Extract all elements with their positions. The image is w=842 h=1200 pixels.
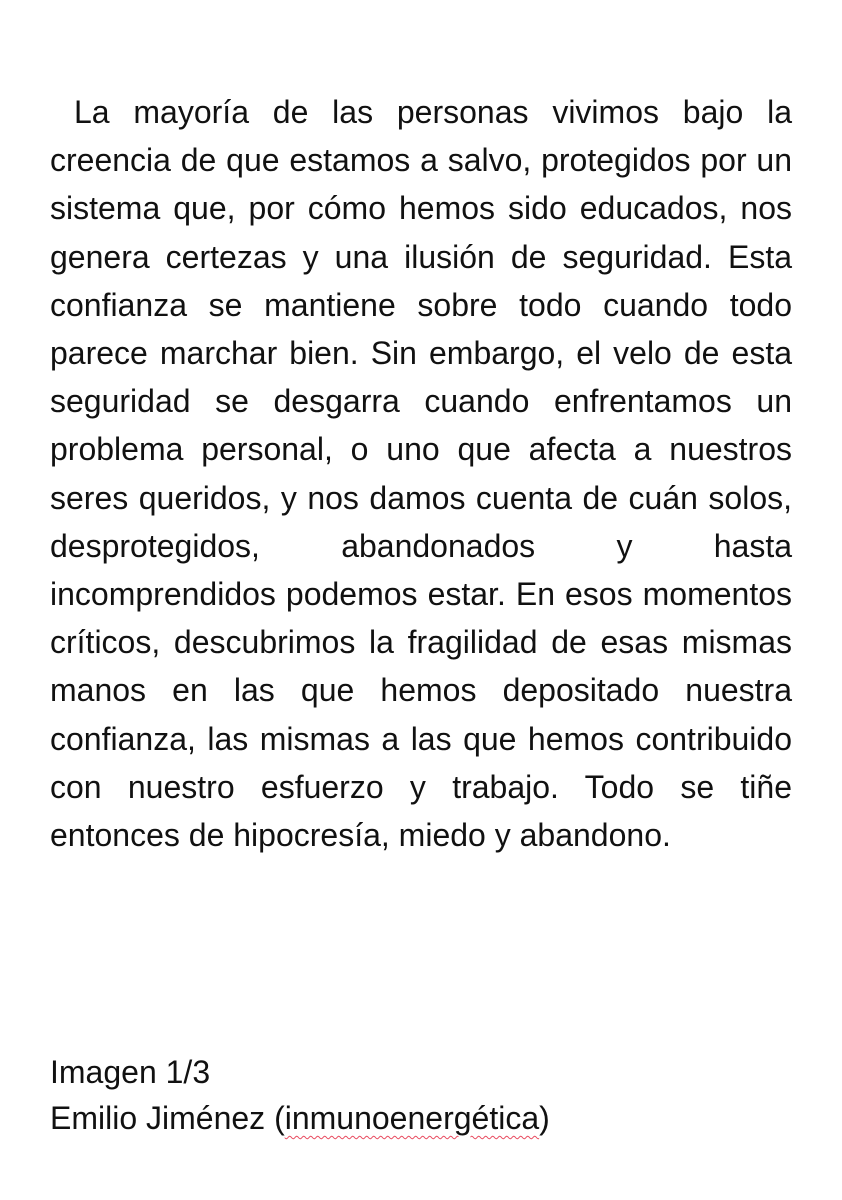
author-credit	[50, 1095, 792, 1141]
body-paragraph: La mayoría de las personas vivimos bajo la creencia de que estamos a salvo, protegidos por un sistema que, por cómo hemos sido educados, nos genera certezas y una ilusión de seguridad. Esta confianza se mantiene sobre todo cuando todo parece marchar bien. Sin embargo, el velo de esta seguridad se desgarra cuando enfrentamos un problema personal, o uno que afecta a nuestros seres queridos, y nos damos cuenta de cuán solos, desprotegidos, abandonados y hasta incomprendidos podemos estar. En esos momentos críticos, descubrimos la fragilidad de esas mismas manos en las que hemos depositado nuestra confianza, las mismas a las que hemos contribuido con nuestro esfuerzo y trabajo. Todo se tiñe entonces de hipocresía, miedo y abandono.	[50, 94, 792, 854]
image-counter: Imagen 1/3	[50, 1054, 211, 1090]
author-close-paren: )	[539, 1100, 550, 1136]
author-name: Emilio Jiménez (	[50, 1100, 285, 1136]
caption-block	[50, 1049, 792, 1141]
author-role-misspelled[interactable]: inmunoenergética	[284, 1100, 540, 1136]
